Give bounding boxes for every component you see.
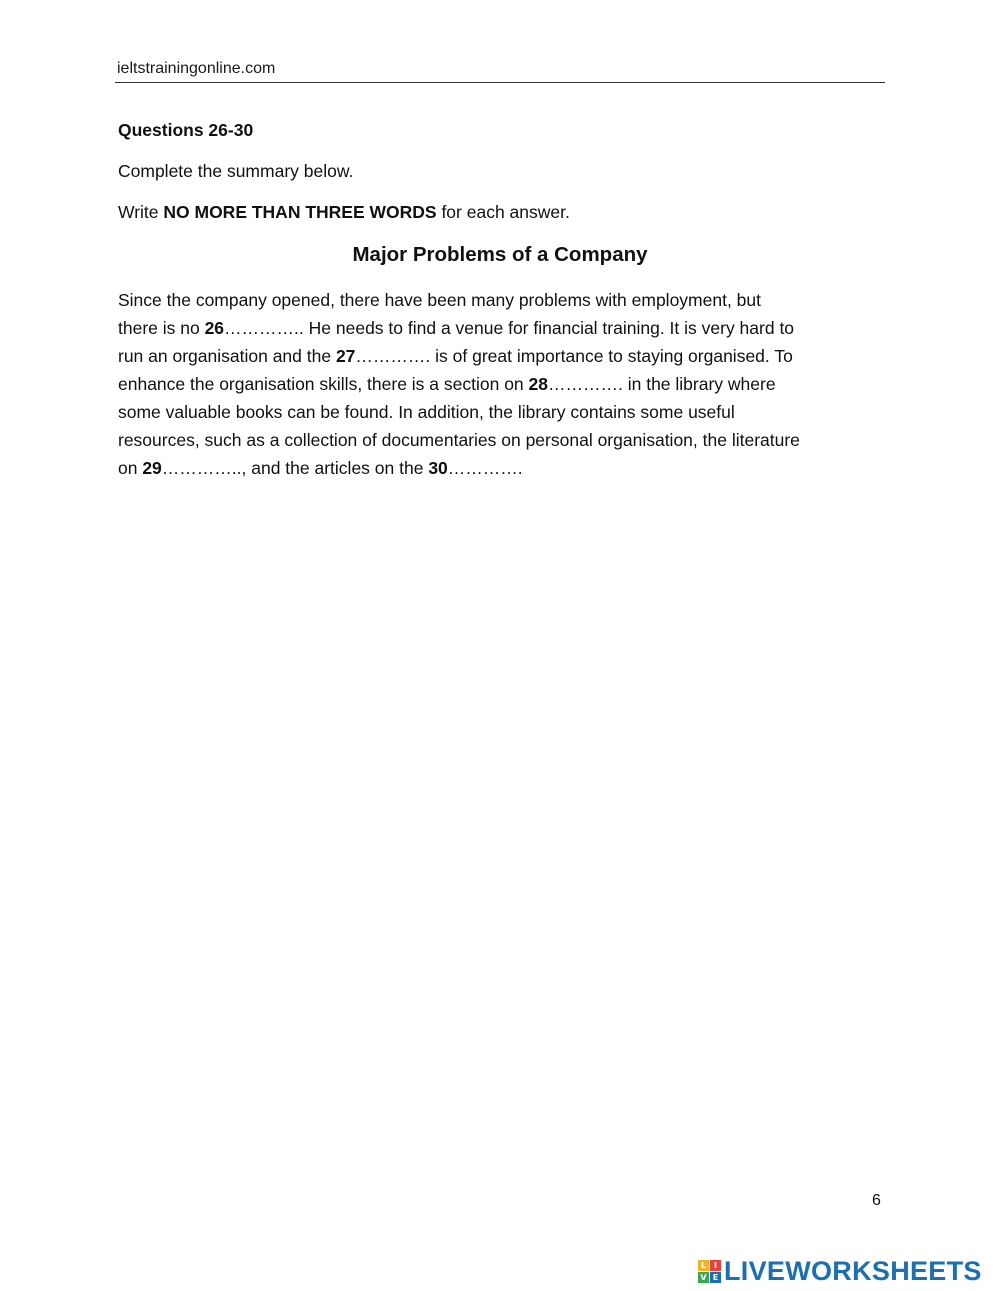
logo-tile-e: E xyxy=(710,1272,721,1283)
summary-text: enhance the organisation skills, there is a section on xyxy=(118,374,529,394)
summary-line-2 xyxy=(118,314,908,342)
instruction-prefix: Write xyxy=(118,202,164,222)
summary-line-3 xyxy=(118,342,908,370)
summary-line-7 xyxy=(118,454,908,482)
answer-blank-28[interactable]: …………. in the library where xyxy=(548,374,776,394)
summary-paragraph xyxy=(118,286,908,482)
summary-text: there is no xyxy=(118,318,205,338)
instruction-suffix: for each answer. xyxy=(436,202,570,222)
liveworksheets-logo-icon xyxy=(698,1260,721,1283)
instruction-word-limit-emphasis: NO MORE THAN THREE WORDS xyxy=(163,202,437,222)
header-rule xyxy=(115,82,885,83)
summary-line-6: resources, such as a collection of documentaries on personal organisation, the literature xyxy=(118,430,800,450)
question-number-30: 30 xyxy=(428,458,448,478)
page-header: ieltstrainingonline.com xyxy=(117,60,276,77)
answer-blank-30[interactable]: …………. xyxy=(447,458,523,478)
liveworksheets-logo[interactable] xyxy=(698,1256,982,1286)
summary-line-4 xyxy=(118,370,908,398)
question-number-26: 26 xyxy=(204,318,225,338)
instruction-complete: Complete the summary below. xyxy=(118,161,354,181)
liveworksheets-logo-text: LIVEWORKSHEETS xyxy=(724,1255,982,1286)
summary-text: on xyxy=(118,458,143,478)
question-number-27: 27 xyxy=(335,346,356,366)
summary-line-1: Since the company opened, there have been many problems with employment, but xyxy=(118,290,762,310)
questions-heading: Questions 26-30 xyxy=(118,120,254,140)
summary-title: Major Problems of a Company xyxy=(352,243,648,266)
question-number-29: 29 xyxy=(142,458,162,478)
summary-text: run an organisation and the xyxy=(118,346,336,366)
logo-tile-l: L xyxy=(698,1260,709,1271)
answer-blank-26[interactable]: ………….. He needs to find a venue for financial training. It is very hard to xyxy=(224,318,795,338)
instruction-word-limit xyxy=(118,202,570,223)
logo-tile-v: V xyxy=(698,1272,709,1283)
question-number-28: 28 xyxy=(528,374,548,394)
summary-line-5: some valuable books can be found. In addition, the library contains some useful xyxy=(118,402,735,422)
answer-blank-29[interactable]: ………….., and the articles on the xyxy=(161,458,429,478)
answer-blank-27[interactable]: …………. is of great importance to staying organised. To xyxy=(355,346,793,366)
logo-tile-i: I xyxy=(710,1260,721,1271)
page-number: 6 xyxy=(872,1192,881,1209)
